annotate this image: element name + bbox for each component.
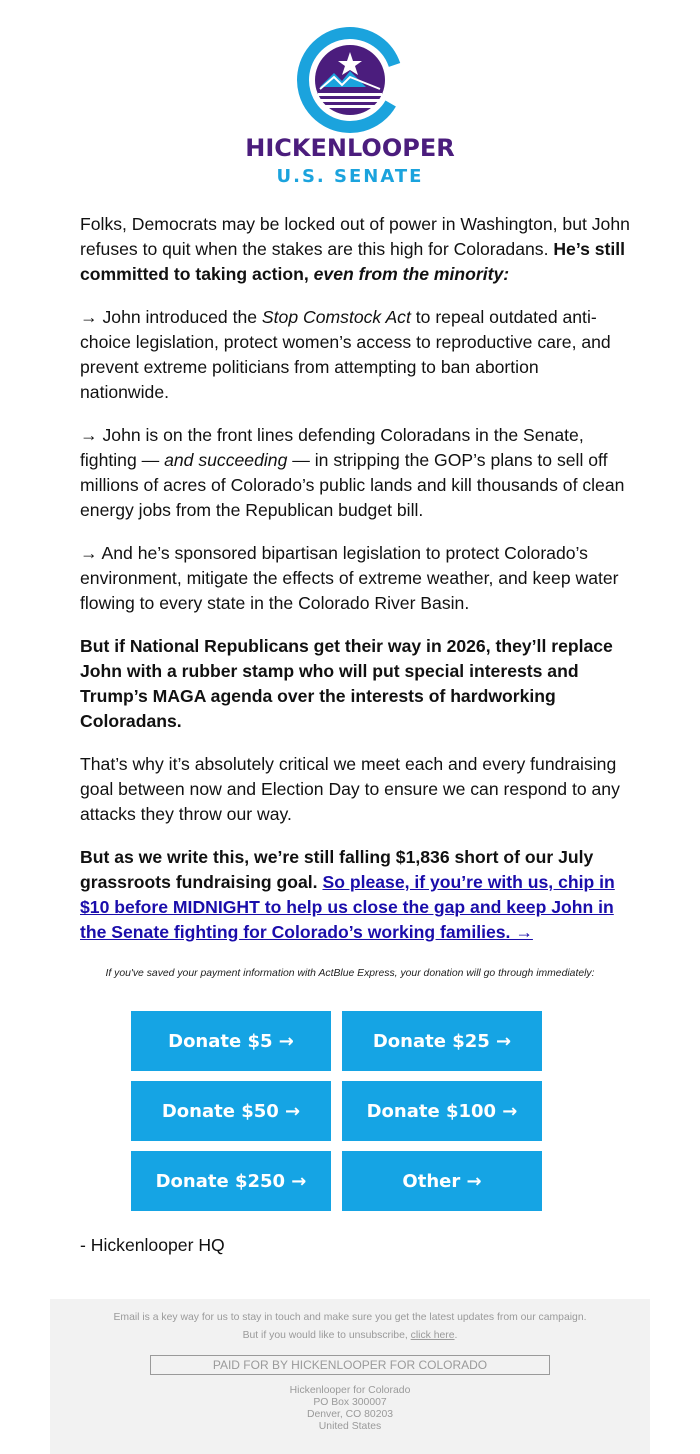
address-line: Denver, CO 80203 <box>306 1409 394 1420</box>
donate-5-button[interactable]: Donate $5 → <box>131 1011 331 1071</box>
chip-in-link[interactable]: So please, if you’re with us, chip in $10 before MIDNIGHT to help us close the gap and keep John in the Senate fighting for Colorado’s working families. → <box>80 872 615 942</box>
paragraph-public-lands: → John is on the front lines defending Coloradans in the Senate, fighting — and succeeding — in stripping the GOP’s plans to sell off millions of acres of Colorado’s public lands and kill thousands of clean energy jobs from the Republican budget bill. <box>80 425 625 520</box>
paragraph-comstock: → John introduced the Stop Comstock Act to repeal outdated anti-choice legislation, protect women’s access to reproductive care, and prevent extreme politicians from attempting to ban abortion nationwide. <box>80 307 611 402</box>
paragraph-goal: But as we write this, we’re still falling $1,836 short of our July grassroots fundraising goal. So please, if you’re with us, chip in $10 before MIDNIGHT to help us close the gap and keep John in the Senate fighting for Colorado’s working families. → <box>80 847 615 942</box>
donate-25-button[interactable]: Donate $25 → <box>342 1011 542 1071</box>
logo-name: HICKENLOOPER <box>245 134 455 162</box>
address-line: PO Box 300007 <box>313 1397 387 1408</box>
footer-line-1: Email is a key way for us to stay in touch and make sure you get the latest updates from our campaign. <box>113 1312 587 1323</box>
mailing-address <box>50 1385 650 1433</box>
unsubscribe-link[interactable]: click here <box>410 1330 455 1341</box>
paragraph-environment: → And he’s sponsored bipartisan legislation to protect Colorado’s environment, mitigate the effects of extreme weather, and keep water flowing to every state in the Colorado River Basin. <box>80 543 619 613</box>
donate-250-button[interactable]: Donate $250 → <box>131 1151 331 1211</box>
paragraph-republicans: But if National Republicans get their way in 2026, they’ll replace John with a rubber stamp who will put special interests and Trump’s MAGA agenda over the interests of hardworking Coloradans. <box>80 636 613 731</box>
campaign-logo <box>0 25 700 190</box>
paragraph-critical: That’s why it’s absolutely critical we meet each and every fundraising goal between now and Election Day to ensure we can respond to any attacks they throw our way. <box>80 754 620 824</box>
donate-other-button[interactable]: Other → <box>342 1151 542 1211</box>
footer <box>50 1299 650 1454</box>
address-line: United States <box>318 1421 382 1432</box>
actblue-express-note: If you've saved your payment information with ActBlue Express, your donation will go through immediately: <box>105 968 595 979</box>
hickenlooper-logo-icon <box>230 25 470 190</box>
address-line: Hickenlooper for Colorado <box>289 1385 411 1396</box>
donate-50-button[interactable]: Donate $50 → <box>131 1081 331 1141</box>
logo-subtitle: U.S. SENATE <box>276 166 424 187</box>
footer-line-2: But if you would like to unsubscribe, click here. <box>242 1330 458 1341</box>
paid-for-disclaimer: PAID FOR BY HICKENLOOPER FOR COLORADO <box>150 1355 550 1375</box>
donate-100-button[interactable]: Donate $100 → <box>342 1081 542 1141</box>
signoff: - Hickenlooper HQ <box>80 1235 225 1255</box>
paragraph-intro: Folks, Democrats may be locked out of power in Washington, but John refuses to quit when the stakes are this high for Coloradans. He’s still committed to taking action, even from the minority: <box>80 214 630 284</box>
email-body <box>80 212 630 963</box>
